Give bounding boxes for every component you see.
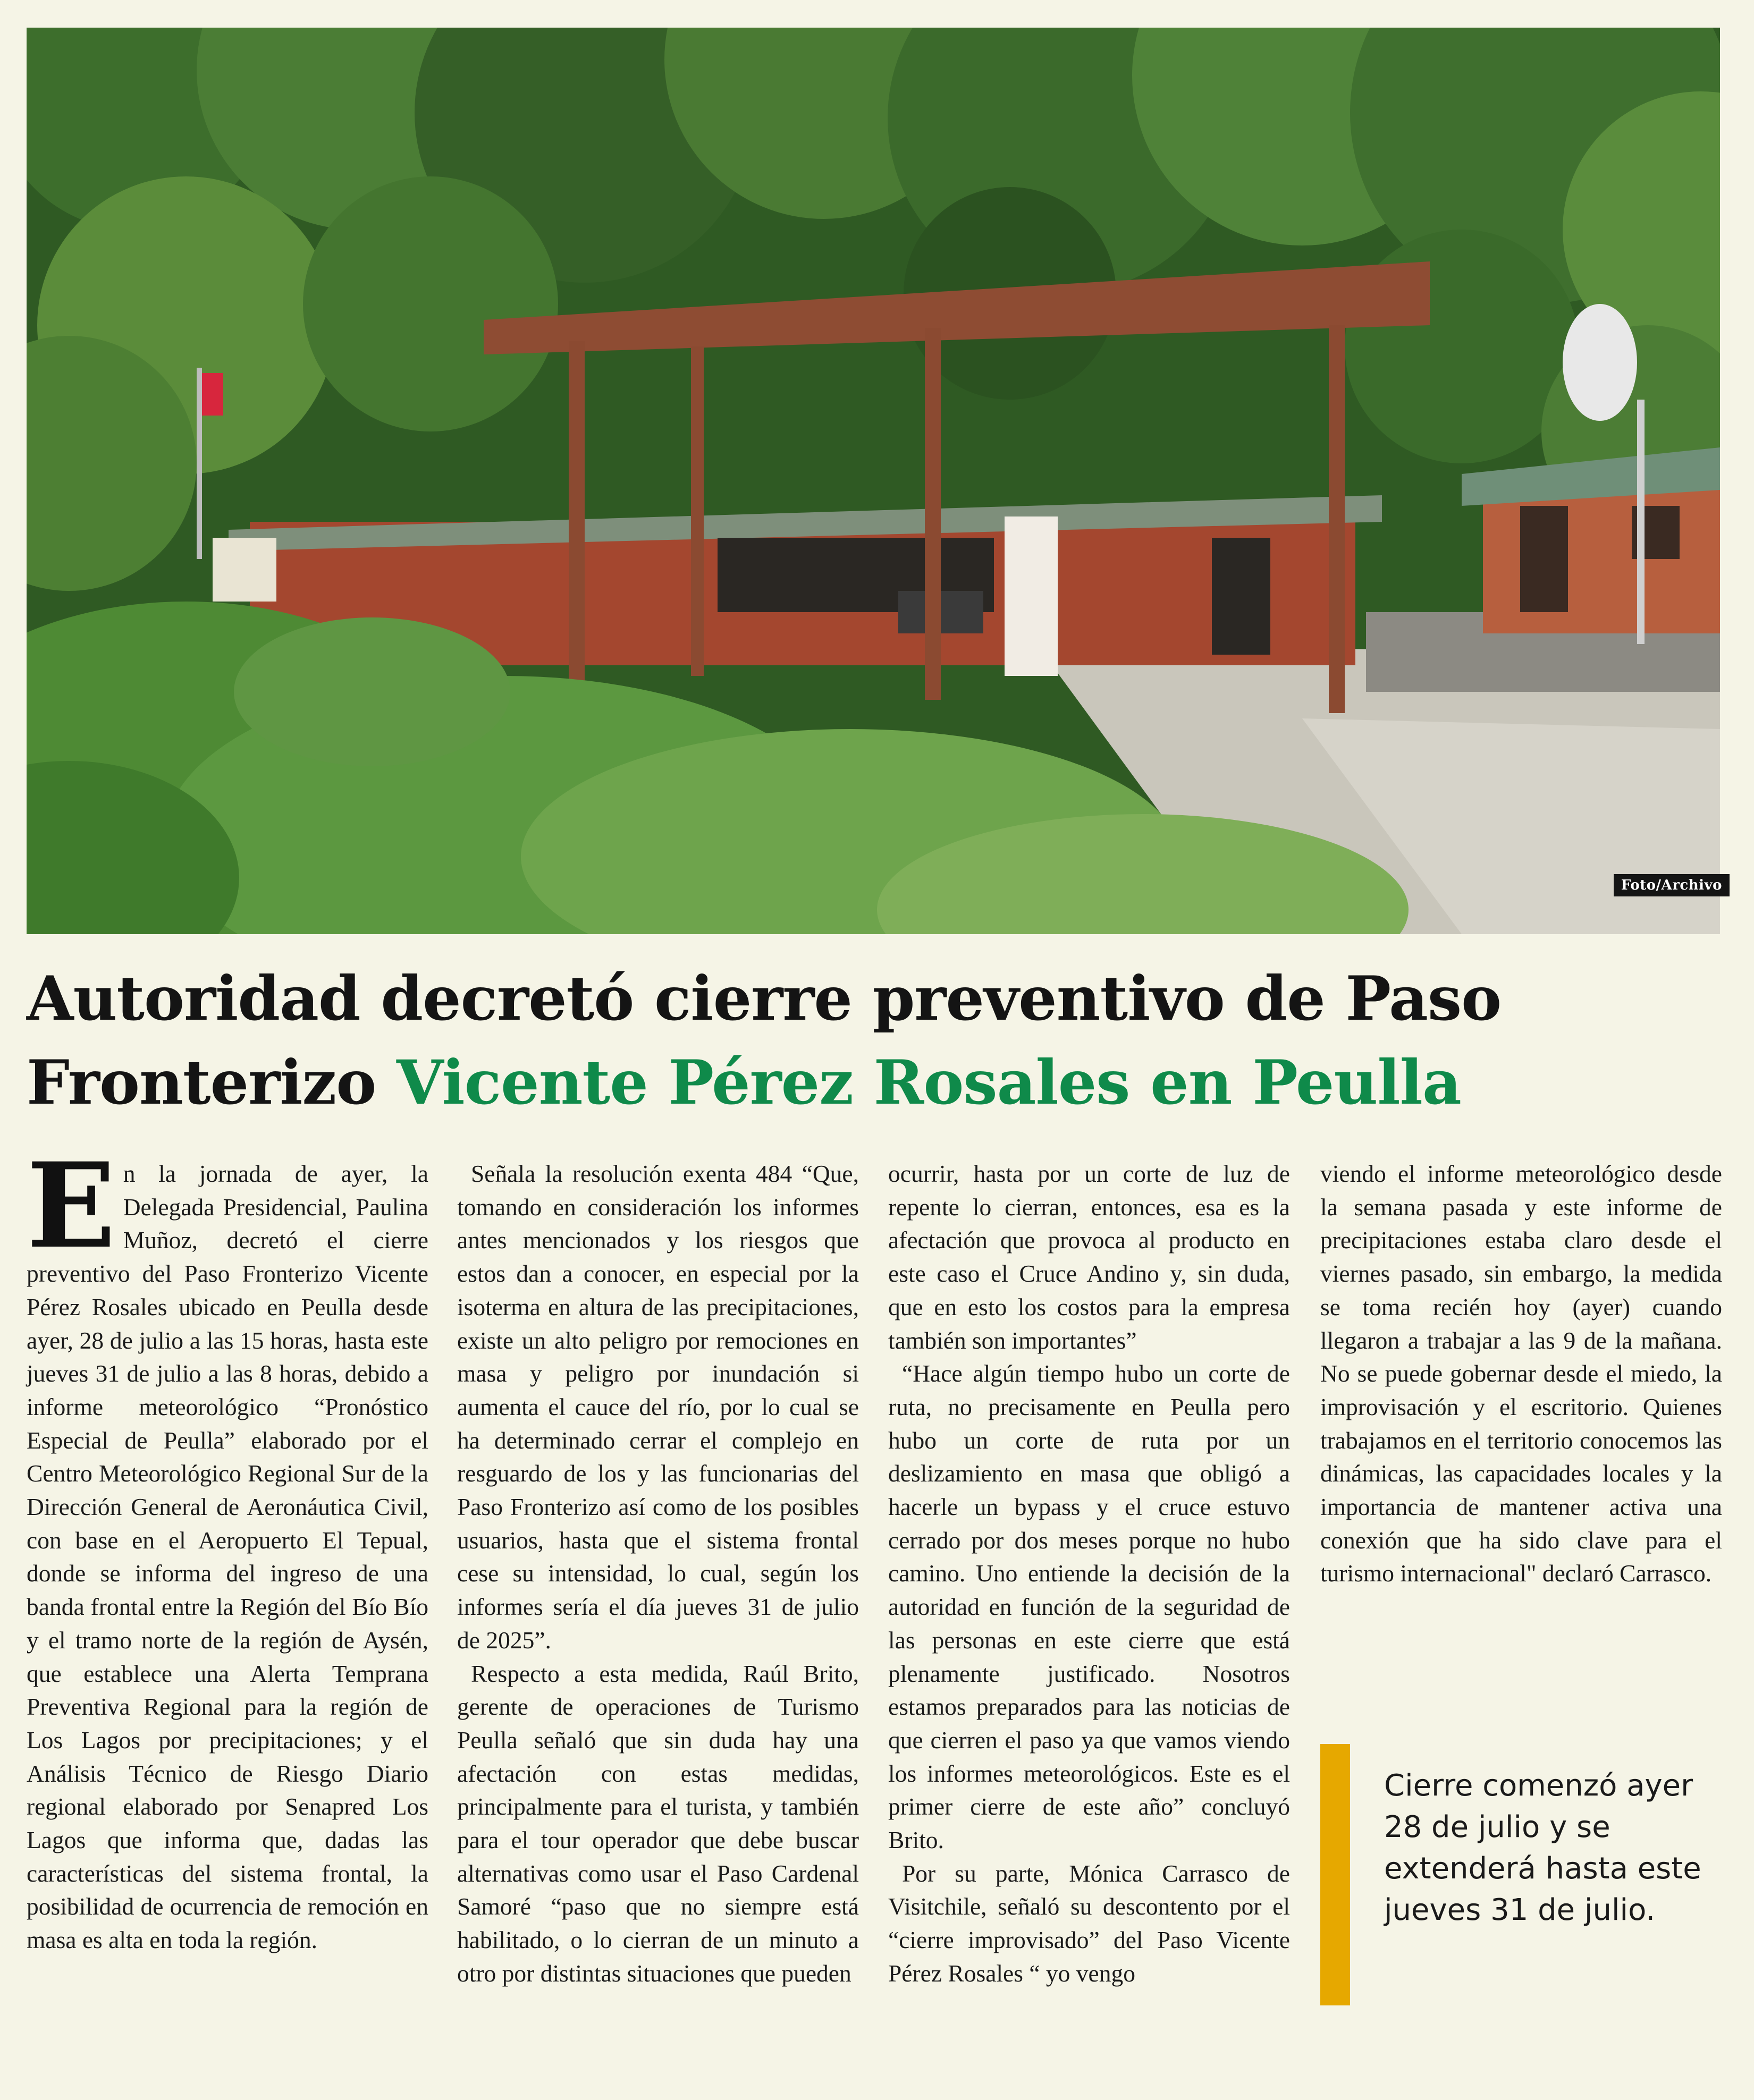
article-column-3 — [888, 1157, 1290, 1991]
paragraph: ocurrir, hasta por un corte de luz de repente lo cierran, entonces, esa es la afectación que provoca al producto en este caso el Cruce Andino y, sin duda, que en esto los costos para la empresa también son importantes” — [888, 1160, 1290, 1354]
paragraph: viendo el informe meteorológico desde la semana pasada y este informe de precipitaciones estaba claro desde el viernes pasado, sin embargo, la medida se toma recién hoy (ayer) cuando llegaron a trabajar a las 9 de la mañana. No se puede gobernar desde el miedo, la improvisación y el escritorio. Quienes trabajamos en el territorio conocemos las dinámicas, las capacidades locales y la importancia de mantener activa una conexión que ha sido clave para el turismo internacional" declaró Carrasco. — [1320, 1160, 1722, 1587]
border-station-illustration — [27, 28, 1720, 934]
headline-green-text: Vicente Pérez Rosales en Peulla — [396, 1047, 1461, 1118]
paragraph: Respecto a esta medida, Raúl Brito, gerente de operaciones de Turismo Peulla señaló que sin duda hay una afectación con estas medidas, principalmente para el turista, y también para el tour operador que debe buscar alternativas como usar el Paso Cardenal Samoré “paso que no siempre está habilitado, o lo cierran de un minuto a otro por distintas situaciones que pueden — [457, 1659, 859, 1987]
article-column-2 — [457, 1157, 859, 1991]
headline-black-text: Autoridad decretó cierre preventivo de Paso Fronterizo — [27, 963, 1502, 1118]
headline — [27, 956, 1727, 1124]
pull-quote-accent-bar — [1320, 1744, 1350, 2005]
article-photo — [27, 28, 1720, 934]
paragraph: “Hace algún tiempo hubo un corte de ruta, no precisamente en Peulla pero hubo un corte de ruta por un deslizamiento en masa que obligó a hacerle un bypass y el cruce estuvo cerrado por dos meses porque no hubo camino. Uno entiende la decisión de la autoridad en función de la seguridad de las personas en este cierre que está plenamente justificado. Nosotros estamos preparados para las noticias de que cierren el paso ya que vamos viendo los informes meteorológicos. Este es el primer cierre de este año” concluyó Brito. — [888, 1360, 1290, 1854]
paragraph: n la jornada de ayer, la Delegada Presidencial, Paulina Muñoz, decretó el cierre preventivo del Paso Fronterizo Vicente Pérez Rosales ubicado en Peulla desde ayer, 28 de julio a las 15 horas, hasta este jueves 31 de julio a las 8 horas, debido a informe meteorológico “Pronóstico Especial de Peulla” elaborado por el Centro Meteorológico Regional Sur de la Dirección General de Aeronáutica Civil, con base en el Aeropuerto El Tepual, donde se informa del ingreso de una banda frontal entre la Región del Bío Bío y el tramo norte de la región de Aysén, que establece una Alerta Temprana Preventiva Regional para la región de Los Lagos por precipitaciones; y el Análisis Técnico de Riesgo Diario regional elaborado por Senapred Los Lagos que informa que, dadas las características del sistema frontal, la posibilidad de ocurrencia de remoción en masa es alta en toda la región. — [27, 1160, 428, 1954]
article-column-1 — [27, 1137, 428, 1957]
paragraph: Señala la resolución exenta 484 “Que, tomando en consideración los informes antes mencionados y los riesgos que estos dan a conocer, en especial por la isoterma en altura de las precipitaciones, existe un alto peligro por remociones en masa y peligro por inundación si aumenta el cauce del río, por lo cual se ha determinado cerrar el complejo en resguardo de los y las funcionarias del Paso Fronterizo así como de los posibles usuarios, hasta que el sistema frontal cese su intensidad, lo cual, según los informes sería el día jueves 31 de julio de 2025”. — [457, 1160, 859, 1654]
article-column-4 — [1320, 1157, 1722, 1590]
pull-quote: Cierre comenzó ayer 28 de julio y se extenderá hasta este jueves 31 de julio. — [1384, 1768, 1701, 1927]
photo-credit: Foto/Archivo — [1614, 874, 1730, 896]
paragraph: Por su parte, Mónica Carrasco de Visitchile, señaló su descontento por el “cierre improvisado” del Paso Vicente Pérez Rosales “ yo vengo — [888, 1859, 1290, 1987]
drop-cap: E — [27, 1137, 116, 1274]
